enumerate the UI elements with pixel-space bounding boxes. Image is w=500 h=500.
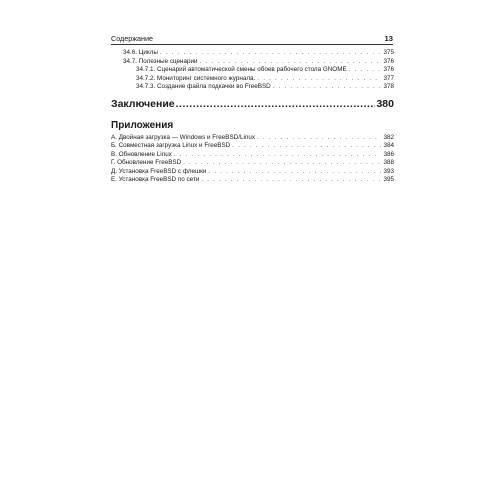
toc-entry-page: 393	[383, 167, 394, 175]
dot-leader	[208, 168, 381, 177]
toc-entry[interactable]	[111, 49, 394, 58]
toc-entry[interactable]	[111, 151, 394, 160]
dot-leader	[232, 142, 381, 151]
dot-leader	[257, 134, 381, 143]
toc-entry-label: Е. Установка FreeBSD по сети	[111, 176, 200, 183]
toc-entry[interactable]	[111, 58, 394, 67]
chapter-label: Заключение	[111, 97, 175, 110]
dot-leader	[183, 159, 381, 168]
toc-entry[interactable]	[111, 75, 394, 84]
header-title: Содержание	[111, 34, 154, 43]
toc-entry-label: В. Обновление Linux	[111, 150, 172, 158]
toc-entry[interactable]	[111, 168, 394, 177]
toc-entry-page: 375	[383, 49, 394, 56]
running-header	[111, 33, 393, 44]
toc-entry[interactable]	[111, 159, 394, 168]
toc-entry-page: 376	[383, 57, 394, 65]
toc-entry-label: 34.7. Полезные сценарии	[123, 57, 198, 65]
toc-entry-label: 34.6. Циклы	[123, 49, 158, 56]
toc-entry-label: 34.7.2. Мониторинг системного журнала.	[136, 74, 256, 82]
dot-leader	[176, 97, 376, 111]
toc-entry[interactable]	[111, 66, 394, 75]
dot-leader	[257, 75, 381, 84]
table-of-contents	[111, 49, 394, 185]
toc-entry-label: Б. Совместная загрузка Linux и FreeBSD	[111, 142, 231, 149]
toc-entry[interactable]	[111, 134, 394, 143]
toc-chapter-conclusion[interactable]	[111, 97, 394, 111]
toc-entry-label: 34.7.1. Сценарий автоматической смены обоев рабочего стола GNOME	[136, 66, 347, 73]
toc-entry-label: Г. Обновление FreeBSD	[111, 159, 182, 166]
toc-entry-page: 376	[383, 66, 394, 73]
dot-leader	[160, 49, 382, 58]
header-rule	[111, 44, 393, 45]
header-page-number: 13	[384, 34, 393, 43]
appendices-heading: Приложения	[111, 119, 174, 131]
dot-leader	[349, 66, 382, 75]
toc-entry-page: 395	[383, 176, 394, 183]
toc-entry-page: 378	[383, 83, 394, 90]
dot-leader	[201, 176, 381, 185]
toc-entry[interactable]	[111, 83, 394, 92]
appendix-list	[111, 134, 394, 185]
toc-entry[interactable]	[111, 176, 394, 185]
toc-entry-page: 384	[383, 142, 394, 149]
toc-entry-label: А. Двойная загрузка — Windows и FreeBSD/Linux	[111, 133, 255, 141]
dot-leader	[200, 58, 382, 67]
toc-entry-page: 386	[383, 150, 394, 158]
dot-leader	[273, 83, 382, 92]
toc-entry[interactable]	[111, 142, 394, 151]
toc-entry-label: 34.7.3. Создание файла подкачки во FreeBSD	[136, 83, 271, 90]
dot-leader	[174, 151, 382, 160]
chapter-page: 380	[376, 97, 394, 110]
toc-entry-page: 377	[383, 74, 394, 82]
toc-entry-page: 388	[383, 159, 394, 166]
toc-entry-page: 382	[383, 133, 394, 141]
toc-entry-label: Д. Установка FreeBSD с флешки	[111, 167, 207, 175]
